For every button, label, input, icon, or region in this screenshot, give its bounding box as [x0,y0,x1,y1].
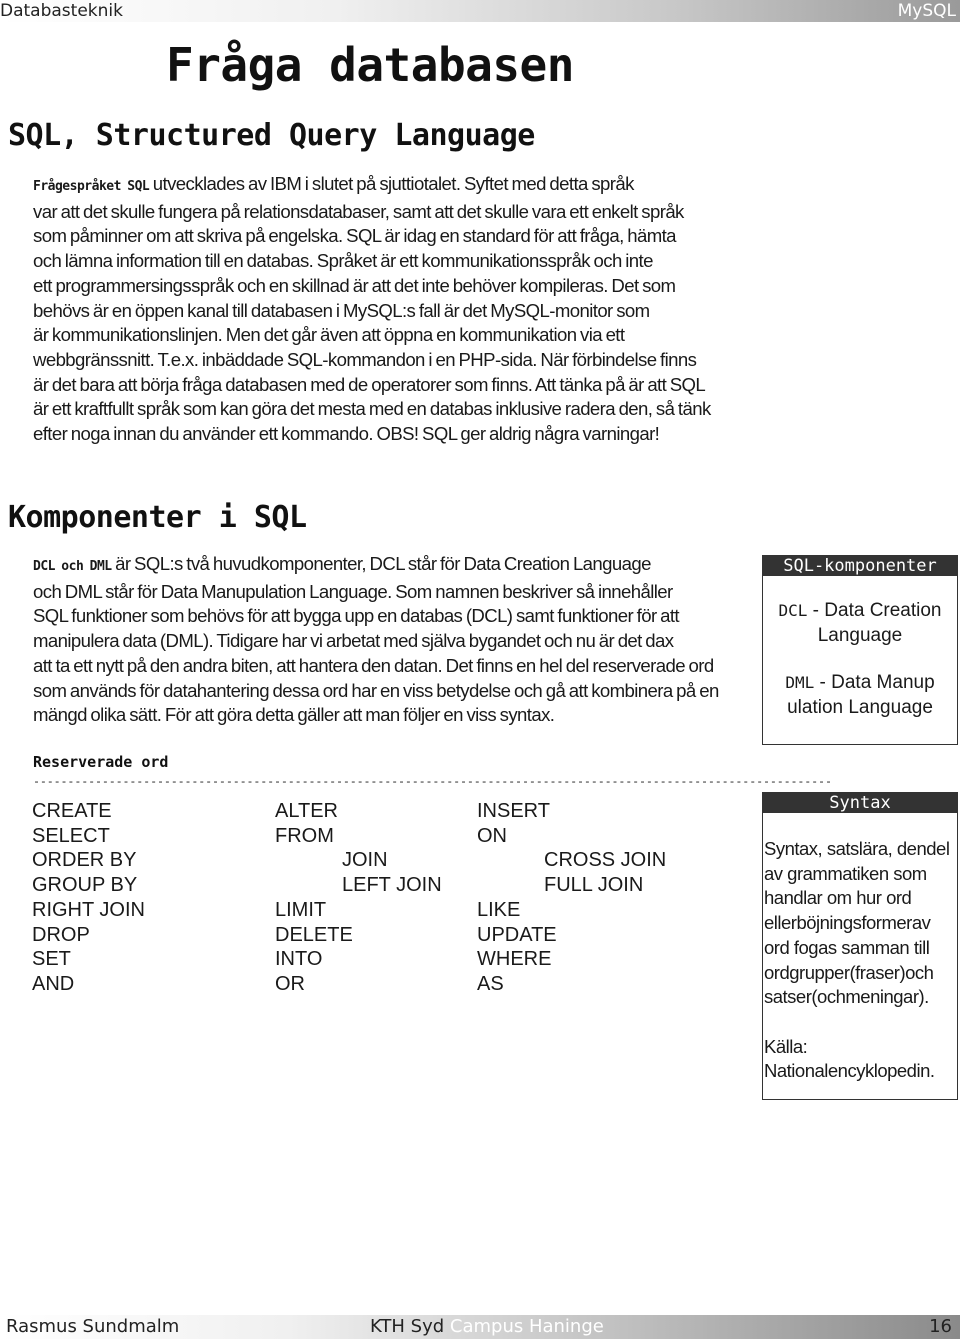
keyword: LEFT JOIN [342,874,442,897]
section-heading-sql: SQL, Structured Query Language [8,118,535,153]
text-line: är det bara att börja fråga databasen med de operatorer som finns. Att tänka på är att SQL [33,373,706,395]
keyword: INSERT [477,800,550,822]
footer-org [370,1316,604,1337]
sidebox-header: SQL-komponenter [763,556,957,576]
header-course: Databasteknik [0,1,123,21]
reserved-col-2 [275,799,442,997]
reserved-col-1 [32,799,145,997]
sidebox-sql-components [762,555,958,745]
keyword: AS [477,972,504,995]
text-line: som påminner om att skriva på engelska. SQL är idag en standard för att fråga, hämta [33,225,676,247]
spacer [764,1010,957,1035]
syntax-line: ellerböjningsformerav [764,912,931,934]
sidebox-text: - Data Manup [814,672,935,693]
text-line: är ett kraftfullt språk som kan göra det mesta med en databas inklusive radera den, så tänk [33,398,711,420]
sidebox-line: Language [817,625,903,646]
reserved-col-3 [477,799,666,997]
text-line [33,552,745,580]
text-line [33,172,745,200]
keyword: FROM [275,824,334,847]
sidebox-line: ulation Language [787,697,933,718]
text-line: att ta ett nytt på den andra biten, att hantera den datan. Det finns en hel del reserverade ord [33,654,714,676]
keyword: GROUP BY [32,874,138,897]
keyword: JOIN [342,849,388,872]
syntax-line: Syntax, satslära, dendel [764,838,950,859]
keyword: CROSS JOIN [544,849,667,872]
text-line: webbgränssnitt. T.e.x. inbäddade SQL-kommandon i en PHP-sida. När förbindelse finns [33,348,697,370]
sidebox-item-dml [763,670,957,720]
text-line: och lämna information till en databas. Språket är ett kommunikationsspråk och inte [33,250,653,272]
text-line: ett programmersingsspråk och en skillnad är att det inte behöver kompileras. Det som [33,274,676,296]
sidebox-syntax [762,792,958,1100]
syntax-line: handlar om hur ord [764,887,912,909]
keyword: WHERE [477,948,552,971]
text-line: SQL funktioner som behövs för att bygga upp en databas (DCL) samt funktioner för att [33,605,679,627]
keyword: DELETE [275,923,353,946]
keyword: SET [32,948,71,971]
sidebox-term: DML [785,673,815,692]
section-sql-text [33,172,745,447]
sidebox-term: DCL [778,601,808,620]
keyword: CREATE [32,800,112,822]
text-line: var att det skulle fungera på relationsdatabaser, samt att det skulle vara ett enkelt språk [33,200,684,222]
reserved-words-title: Reserverade ord [33,753,169,771]
footer-author: Rasmus Sundmalm [6,1316,180,1337]
page-number: 16 [929,1316,952,1337]
syntax-line: satser(ochmeningar). [764,986,929,1008]
keyword: INTO [275,948,323,971]
sidebox-header: Syntax [763,793,957,813]
keyword: DROP [32,923,90,946]
text-line: och DML står för Data Manupulation Language. Som namnen beskriver så innehåller [33,580,673,602]
header-topic: MySQL [897,1,956,21]
keyword: ON [477,824,507,847]
keyword: ALTER [275,800,338,822]
source-name: Nationalencyklopedin. [764,1060,935,1082]
syntax-line: av grammatiken som [764,862,927,884]
sidebox-line [763,670,957,695]
syntax-line: ordgrupper(fraser)och [764,961,934,983]
sidebox-line [763,598,957,623]
source-label: Källa: [764,1035,808,1057]
keyword: FULL JOIN [544,874,644,897]
keyword: OR [275,972,305,995]
keyword: LIKE [477,898,521,921]
lead-term: DCL och DML [33,559,112,574]
footer-org-a: KTH Syd [370,1316,445,1337]
lead-term: Frågespråket SQL [33,179,150,194]
page-title: Fråga databasen [166,38,574,92]
text-line: behövs är en öppen kanal till databasen i MySQL:s fall är det MySQL-monitor som [33,299,650,321]
keyword: LIMIT [275,898,327,921]
section-heading-components: Komponenter i SQL [8,500,307,535]
dashed-divider: -------------------------------------------------------------------------------------------------------------------- [33,774,832,788]
syntax-definition [763,837,957,1084]
section-components-text [33,552,745,728]
text-line: som används för datahantering dessa ord har en viss betydelse och gå att kombinera på en [33,679,719,701]
text-line-span: är SQL:s två huvudkomponenter, DCL står för Data Creation Language [111,553,651,574]
syntax-line: ord fogas samman till [764,936,930,958]
keyword: AND [32,972,75,995]
header-bar [0,0,960,22]
text-line-span: utvecklades av IBM i slutet på sjuttiotalet. Syftet med detta språk [149,173,634,194]
sidebox-text: - Data Creation [807,600,942,621]
sidebox-item-dcl [763,598,957,648]
text-line: manipulera data (DML). Tidigare har vi arbetat med själva bygandet och nu är det dax [33,630,674,652]
text-line: efter noga innan du använder ett kommando. OBS! SQL ger aldrig några varningar! [33,423,660,445]
footer-org-b: Campus Haninge [444,1316,604,1337]
keyword: RIGHT JOIN [32,898,145,921]
text-line: är kommunikationslinjen. Men det går även att öppna en kommunikation via ett [33,324,625,346]
keyword: ORDER BY [32,849,137,872]
keyword: SELECT [32,824,110,847]
text-line: mängd olika sätt. För att göra detta gäller att man följer en viss syntax. [33,704,555,726]
keyword: UPDATE [477,923,557,946]
